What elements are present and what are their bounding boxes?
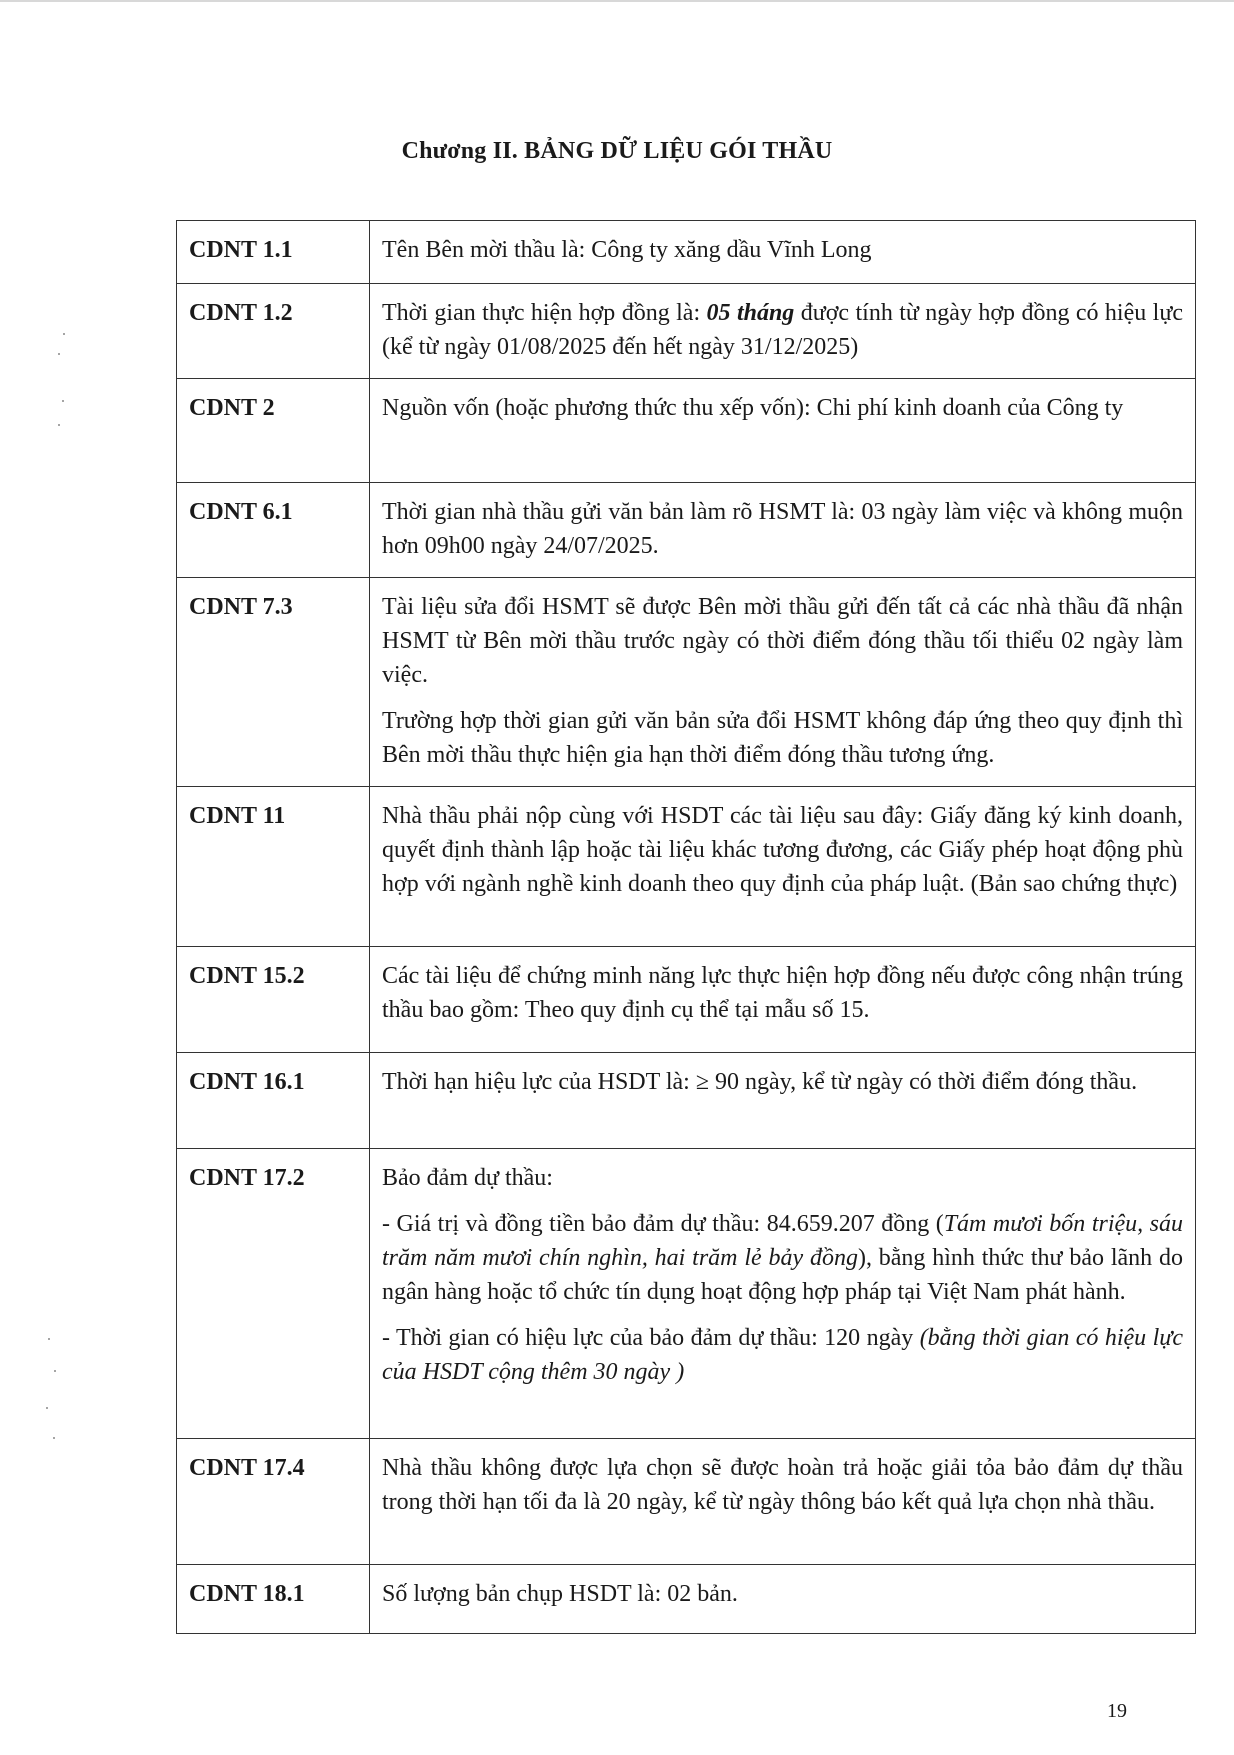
- clause-content: [370, 1149, 1196, 1439]
- clause-code: CDNT 15.2: [177, 947, 370, 1053]
- table-row: [177, 483, 1196, 578]
- clause-text: Số lượng bản chụp HSDT là: 02 bản.: [382, 1581, 738, 1607]
- clause-code: CDNT 11: [177, 787, 370, 947]
- clause-code: CDNT 7.3: [177, 578, 370, 787]
- clause-text: [382, 1321, 1183, 1389]
- scan-speck: [62, 400, 64, 402]
- table-row: [177, 578, 1196, 787]
- table-row: [177, 221, 1196, 284]
- clause-text-part: Thời gian thực hiện hợp đồng là:: [382, 300, 707, 326]
- clause-code: CDNT 17.2: [177, 1149, 370, 1439]
- table-row: [177, 1149, 1196, 1439]
- clause-content: [370, 947, 1196, 1053]
- clause-text-part: - Giá trị và đồng tiền bảo đảm dự thầu: 84.659.207 đồng (: [382, 1211, 944, 1237]
- page-number: 19: [1107, 1700, 1127, 1722]
- clause-content: [370, 284, 1196, 379]
- scan-edge: [0, 0, 1234, 2]
- clause-code: CDNT 16.1: [177, 1053, 370, 1149]
- duration-emphasis: 05 tháng: [706, 300, 795, 326]
- clause-code: CDNT 18.1: [177, 1565, 370, 1634]
- scan-speck: [48, 1338, 50, 1340]
- table-row: [177, 284, 1196, 379]
- clause-text: Tài liệu sửa đổi HSMT sẽ được Bên mời thầu gửi đến tất cả các nhà thầu đã nhận HSMT từ Bên mời thầu trước ngày có thời điểm đóng thầu tối thiểu 02 ngày làm việc.: [382, 594, 1183, 688]
- validity-note: (bằng thời gian có hiệu lực của HSDT cộng thêm 30 ngày ): [382, 1325, 1184, 1385]
- clause-text: Thời hạn hiệu lực của HSDT là: ≥ 90 ngày, kể từ ngày có thời điểm đóng thầu.: [382, 1069, 1138, 1095]
- clause-content: [370, 483, 1196, 578]
- clause-content: [370, 578, 1196, 787]
- table-row: [177, 1439, 1196, 1565]
- scan-speck: [46, 1407, 48, 1409]
- clause-content: [370, 379, 1196, 483]
- clause-content: [370, 1053, 1196, 1149]
- clause-text: Nguồn vốn (hoặc phương thức thu xếp vốn): Chi phí kinh doanh của Công ty: [382, 395, 1124, 421]
- table-row: [177, 947, 1196, 1053]
- clause-content: [370, 221, 1196, 284]
- scan-speck: [58, 424, 60, 426]
- table-row: [177, 379, 1196, 483]
- scan-speck: [54, 1370, 56, 1372]
- clause-content: [370, 787, 1196, 947]
- clause-code: CDNT 6.1: [177, 483, 370, 578]
- clause-text: Nhà thầu phải nộp cùng với HSDT các tài liệu sau đây: Giấy đăng ký kinh doanh, quyết định thành lập hoặc tài liệu khác tương đương, các Giấy phép hoạt động phù hợp với ngành nghề kinh doanh theo quy định của pháp luật. (Bản sao chứng thực): [382, 803, 1183, 897]
- clause-code: CDNT 1.1: [177, 221, 370, 284]
- table-row: [177, 1053, 1196, 1149]
- clause-code: CDNT 2: [177, 379, 370, 483]
- scan-speck: [58, 353, 60, 355]
- clause-text: [382, 1207, 1183, 1309]
- clause-text: Tên Bên mời thầu là: Công ty xăng dầu Vĩnh Long: [382, 237, 872, 263]
- clause-text: Các tài liệu để chứng minh năng lực thực hiện hợp đồng nếu được công nhận trúng thầu bao gồm: Theo quy định cụ thể tại mẫu số 15.: [382, 963, 1183, 1023]
- clause-code: CDNT 17.4: [177, 1439, 370, 1565]
- page-title: Chương II. BẢNG DỮ LIỆU GÓI THẦU: [401, 138, 833, 164]
- clause-text: Nhà thầu không được lựa chọn sẽ được hoàn trả hoặc giải tỏa bảo đảm dự thầu trong thời hạn tối đa là 20 ngày, kể từ ngày thông báo kết quả lựa chọn nhà thầu.: [382, 1455, 1183, 1515]
- clause-content: [370, 1565, 1196, 1634]
- clause-code: CDNT 1.2: [177, 284, 370, 379]
- clause-text: Bảo đảm dự thầu:: [382, 1165, 553, 1191]
- table-row: [177, 787, 1196, 947]
- clause-text-part: - Thời gian có hiệu lực của bảo đảm dự thầu: 120 ngày: [382, 1325, 920, 1351]
- clause-text-part: được tính từ ngày hợp đồng có hiệu lực (kể từ ngày 01/08/2025 đến hết ngày 31/12/2025): [382, 300, 1183, 360]
- clause-text-part: ), bằng hình thức thư bảo lãnh do ngân hàng hoặc tổ chức tín dụng hoạt động hợp pháp tại Việt Nam phát hành.: [382, 1245, 1183, 1305]
- table-row: [177, 1565, 1196, 1634]
- amount-in-words: Tám mươi bốn triệu, sáu trăm năm mươi chín nghìn, hai trăm lẻ bảy đồng: [382, 1211, 1183, 1271]
- scan-speck: [53, 1437, 55, 1439]
- clause-text: Thời gian nhà thầu gửi văn bản làm rõ HSMT là: 03 ngày làm việc và không muộn hơn 09h00 ngày 24/07/2025.: [382, 499, 1183, 559]
- clause-text: Trường hợp thời gian gửi văn bản sửa đổi HSMT không đáp ứng theo quy định thì Bên mời thầu thực hiện gia hạn thời điểm đóng thầu tương ứng.: [382, 708, 1183, 768]
- clause-content: [370, 1439, 1196, 1565]
- clause-text: [382, 296, 1183, 364]
- bid-data-table: [176, 220, 1196, 1634]
- scan-speck: [63, 333, 65, 335]
